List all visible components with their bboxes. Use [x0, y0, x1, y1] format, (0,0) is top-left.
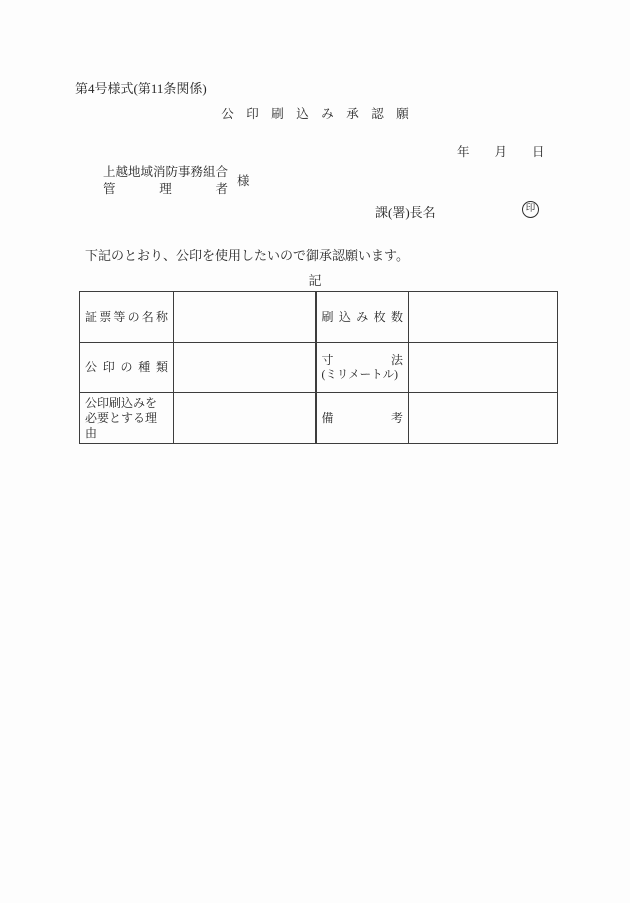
label-dimensions-main: 寸法: [321, 352, 403, 367]
addressee-organization: 上越地域消防事務組合: [103, 165, 229, 179]
input-cell-dimensions[interactable]: [409, 343, 558, 393]
record-heading: 記: [308, 273, 322, 288]
seal-mark-icon: [522, 201, 539, 218]
input-cell-remarks[interactable]: [409, 393, 558, 444]
table-row-document-name: [80, 292, 558, 343]
label-dimensions: [316, 343, 409, 393]
honorific-suffix: 様: [237, 173, 250, 188]
input-cell-reason[interactable]: [174, 393, 316, 444]
label-reason: 公印刷込みを必要とする理由: [80, 393, 174, 444]
input-cell-print-count[interactable]: [409, 292, 558, 343]
addressee-name: [103, 164, 228, 198]
label-print-count: 刷込み枚数: [316, 292, 409, 343]
signer-label: 課(署)長名: [375, 205, 436, 220]
input-cell-document-name[interactable]: [174, 292, 316, 343]
date-line: 年 月 日: [457, 145, 545, 159]
addressee-block: [103, 164, 250, 198]
body-text: 下記のとおり、公印を使用したいので御承認願います。: [85, 248, 409, 263]
seal-character: 印: [525, 203, 536, 214]
form-number: 第4号様式(第11条関係): [75, 81, 207, 96]
addressee-role: 管理者: [103, 182, 229, 196]
page-title: 公 印 刷 込 み 承 認 願: [221, 107, 409, 121]
table-row-reason: [80, 393, 558, 444]
form-table: [79, 291, 558, 444]
label-document-name: 証票等の名称: [80, 292, 174, 343]
input-cell-seal-type[interactable]: [174, 343, 316, 393]
table-row-seal-type: [80, 343, 558, 393]
label-remarks: 備考: [316, 393, 409, 444]
label-dimensions-unit: (ミリメートル): [321, 368, 398, 381]
label-seal-type: 公印の種類: [80, 343, 174, 393]
